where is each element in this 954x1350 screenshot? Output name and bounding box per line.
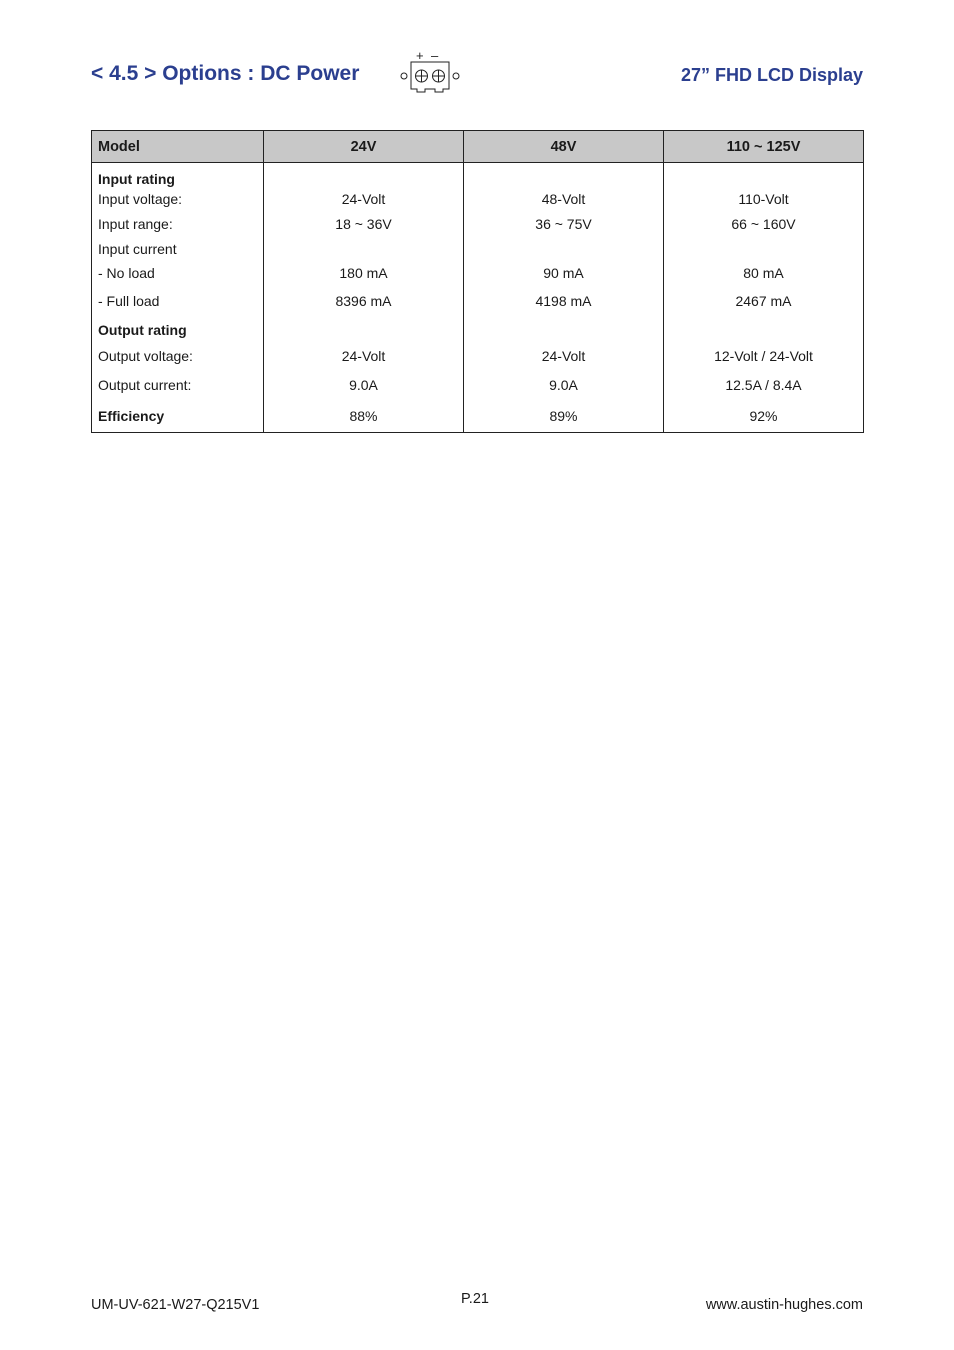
header-model: Model [92,131,264,163]
table-header-row [92,131,864,163]
cell-48v [464,237,664,261]
row-label: Efficiency [92,401,264,433]
table-row [92,237,864,261]
cell-48v: 89% [464,401,664,433]
cell-110-125v: 80 mA [664,261,864,286]
row-label: Input voltage: [92,187,264,212]
cell-110-125v [664,237,864,261]
row-label: Input current [92,237,264,261]
cell-48v: 90 mA [464,261,664,286]
row-label: Output voltage: [92,344,264,369]
dc-terminal-block-icon [398,50,462,94]
table-row [92,163,864,187]
cell-110-125v: 66 ~ 160V [664,212,864,237]
cell-48v: 9.0A [464,369,664,401]
table-row [92,261,864,286]
cell-110-125v: 2467 mA [664,286,864,317]
cell-24v [264,317,464,344]
cell-110-125v [664,317,864,344]
dc-power-spec-table [91,130,864,433]
cell-24v: 24-Volt [264,344,464,369]
cell-24v: 24-Volt [264,187,464,212]
cell-110-125v [664,163,864,187]
cell-48v [464,163,664,187]
row-label: Output rating [92,317,264,344]
cell-24v: 180 mA [264,261,464,286]
cell-110-125v: 12.5A / 8.4A [664,369,864,401]
row-label: - Full load [92,286,264,317]
table-row [92,317,864,344]
row-label: Output current: [92,369,264,401]
cell-110-125v: 12-Volt / 24-Volt [664,344,864,369]
cell-48v [464,317,664,344]
cell-48v: 48-Volt [464,187,664,212]
row-label: - No load [92,261,264,286]
cell-24v: 8396 mA [264,286,464,317]
cell-24v [264,237,464,261]
header-24v: 24V [264,131,464,163]
cell-24v: 18 ~ 36V [264,212,464,237]
table-row [92,187,864,212]
table-row [92,212,864,237]
cell-110-125v: 110-Volt [664,187,864,212]
cell-24v: 88% [264,401,464,433]
website-link[interactable]: www.austin-hughes.com [705,1297,863,1313]
table-row [92,344,864,369]
product-name: 27” FHD LCD Display [680,65,863,85]
page-title: < 4.5 > Options : DC Power [91,62,360,85]
cell-24v: 9.0A [264,369,464,401]
row-label: Input rating [92,163,264,187]
minus-sign: – [431,50,439,63]
cell-110-125v: 92% [664,401,864,433]
cell-24v [264,163,464,187]
header-48v: 48V [464,131,664,163]
cell-48v: 24-Volt [464,344,664,369]
row-label: Input range: [92,212,264,237]
table-row [92,401,864,433]
table-row [92,286,864,317]
table-row [92,369,864,401]
cell-48v: 36 ~ 75V [464,212,664,237]
header-110-125v: 110 ~ 125V [664,131,864,163]
cell-48v: 4198 mA [464,286,664,317]
document-code: UM-UV-621-W27-Q215V1 [91,1297,260,1313]
plus-sign: + [416,50,424,63]
page-number: P.21 [461,1291,489,1307]
